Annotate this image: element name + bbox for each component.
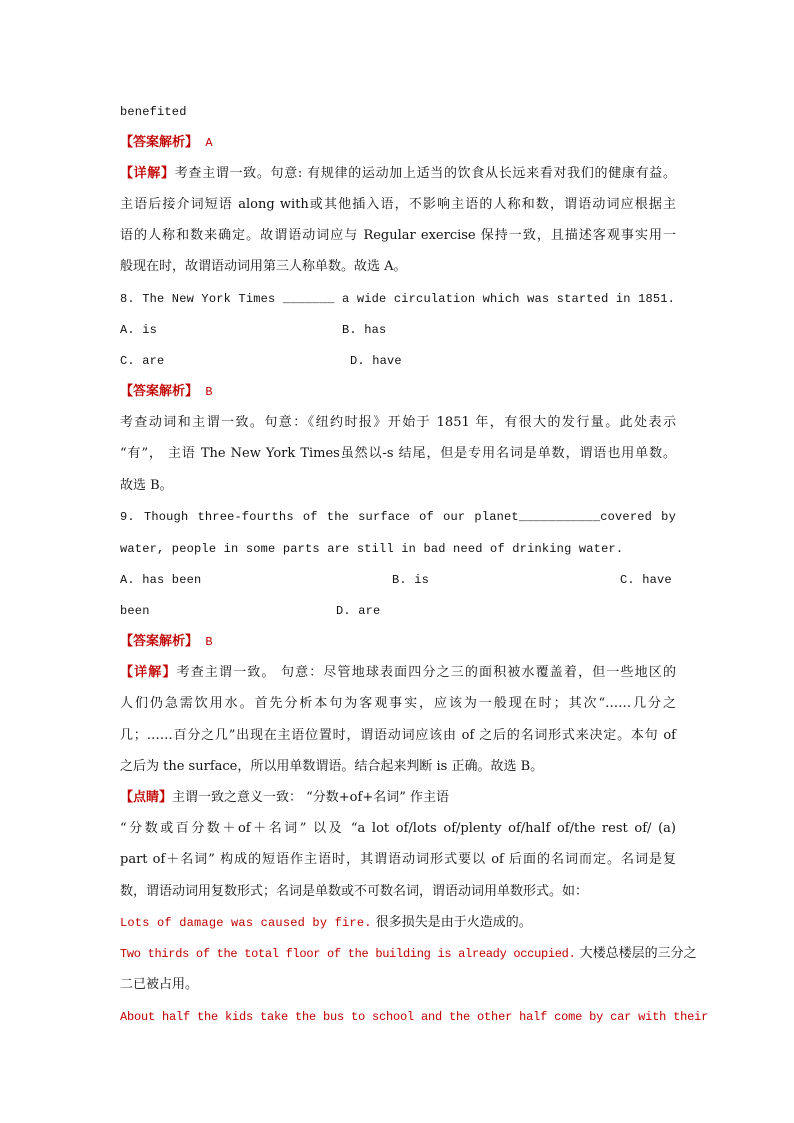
detail-tag: 【详解】	[120, 665, 177, 680]
option-b: B. is	[392, 573, 430, 587]
detail-text: 考查主谓一致。句意: 有规律的运动加上适当的饮食从长远来看对我们的健康有益。	[174, 166, 676, 181]
detail-text: 考查主谓一致。 句意：尽管地球表面四分之三的面积被水覆盖着，但一些地区的	[176, 665, 676, 680]
detail-text: 之后为 the surface，所以用单数谓语。结合起来判断 is 正确。故选 B。	[120, 759, 544, 774]
detail-text: 人们仍急需饮用水。首先分析本句为客观事实，应该为一般现在时；其次“……几分之	[120, 696, 676, 711]
detail-line	[120, 165, 676, 183]
option-c: C. are	[120, 354, 165, 368]
tip-tag: 【点睛】	[120, 790, 173, 805]
option-d: D. are	[336, 604, 381, 618]
example-line	[120, 945, 697, 963]
example-en: Lots of damage was caused by fire.	[120, 916, 372, 930]
tip-line	[120, 789, 676, 807]
detail-text: 般现在时，故谓语动词用第三人称单数。故选 A。	[120, 259, 407, 274]
tip-text: 数，谓语动词用复数形式；名词是单数或不可数名词，谓语动词用单数形式。如：	[120, 884, 589, 899]
answer-value: B	[198, 635, 213, 649]
tip-text: “分数或百分数＋of＋名词” 以及 “a lot of/lots of/plenty of/half of/the rest of/ (a)	[120, 821, 676, 836]
answer-line-q9	[120, 633, 676, 651]
detail-text: 几；……百分之几”出现在主语位置时，谓语动词应该由 of 之后的名词形式来决定。本句 of	[120, 728, 676, 743]
answer-tag: 【答案解析】	[120, 384, 199, 399]
answer-line-q7	[120, 134, 676, 152]
tip-text: part of＋名词” 构成的短语作主语时，其谓语动词形式要以 of 后面的名词而定。名词是复	[120, 852, 676, 867]
example-en: About half the kids take the bus to school and the other half come by car with their	[120, 1010, 709, 1024]
detail-line	[120, 664, 676, 682]
question-9-cont: water, people in some parts are still in bad need of drinking water.	[120, 542, 624, 556]
answer-tag: 【答案解析】	[120, 135, 199, 150]
example-cn: 很多损失是由于火造成的。	[371, 915, 532, 930]
answer-value: B	[198, 385, 213, 399]
question-9: 9. Though three-fourths of the surface of our planet___________covered by	[120, 510, 676, 524]
option-a: A. is	[120, 323, 158, 337]
detail-text: 主语后接介词短语 along with或其他插入语，不影响主语的人称和数，谓语动词应根据主	[120, 197, 676, 212]
option-c-cont: been	[120, 604, 150, 618]
option-b: B. has	[342, 323, 387, 337]
answer-value: A	[198, 136, 213, 150]
question-8: 8. The New York Times _______ a wide circulation which was started in 1851.	[120, 292, 676, 306]
explanation-text: 故选 B。	[120, 478, 173, 493]
example-en: Two thirds of the total floor of the building is already occupied.	[120, 947, 576, 961]
example-line	[120, 914, 676, 932]
tip-title: 主谓一致之意义一致： “分数+of+名词” 作主语	[172, 790, 449, 805]
answer-line-q8	[120, 383, 676, 401]
example-cn: 二已被占用。	[120, 977, 199, 992]
example-cn: 大楼总楼层的三分之	[575, 946, 697, 961]
option-d: D. have	[350, 354, 402, 368]
option-c: C. have	[620, 573, 672, 587]
answer-tag: 【答案解析】	[120, 634, 199, 649]
explanation-text: 考查动词和主谓一致。句意：《纽约时报》开始于 1851 年，有很大的发行量。此处表示	[120, 415, 676, 430]
detail-text: 语的人称和数来确定。故谓语动词应与 Regular exercise 保持一致，且描述客观事实用一	[120, 228, 676, 243]
detail-tag: 【详解】	[120, 166, 175, 181]
option-a: A. has been	[120, 573, 202, 587]
explanation-text: “有”， 主语 The New York Times虽然以-s 结尾，但是专用名词是单数，谓语也用单数。	[120, 446, 676, 461]
text-line: benefited	[120, 105, 187, 119]
